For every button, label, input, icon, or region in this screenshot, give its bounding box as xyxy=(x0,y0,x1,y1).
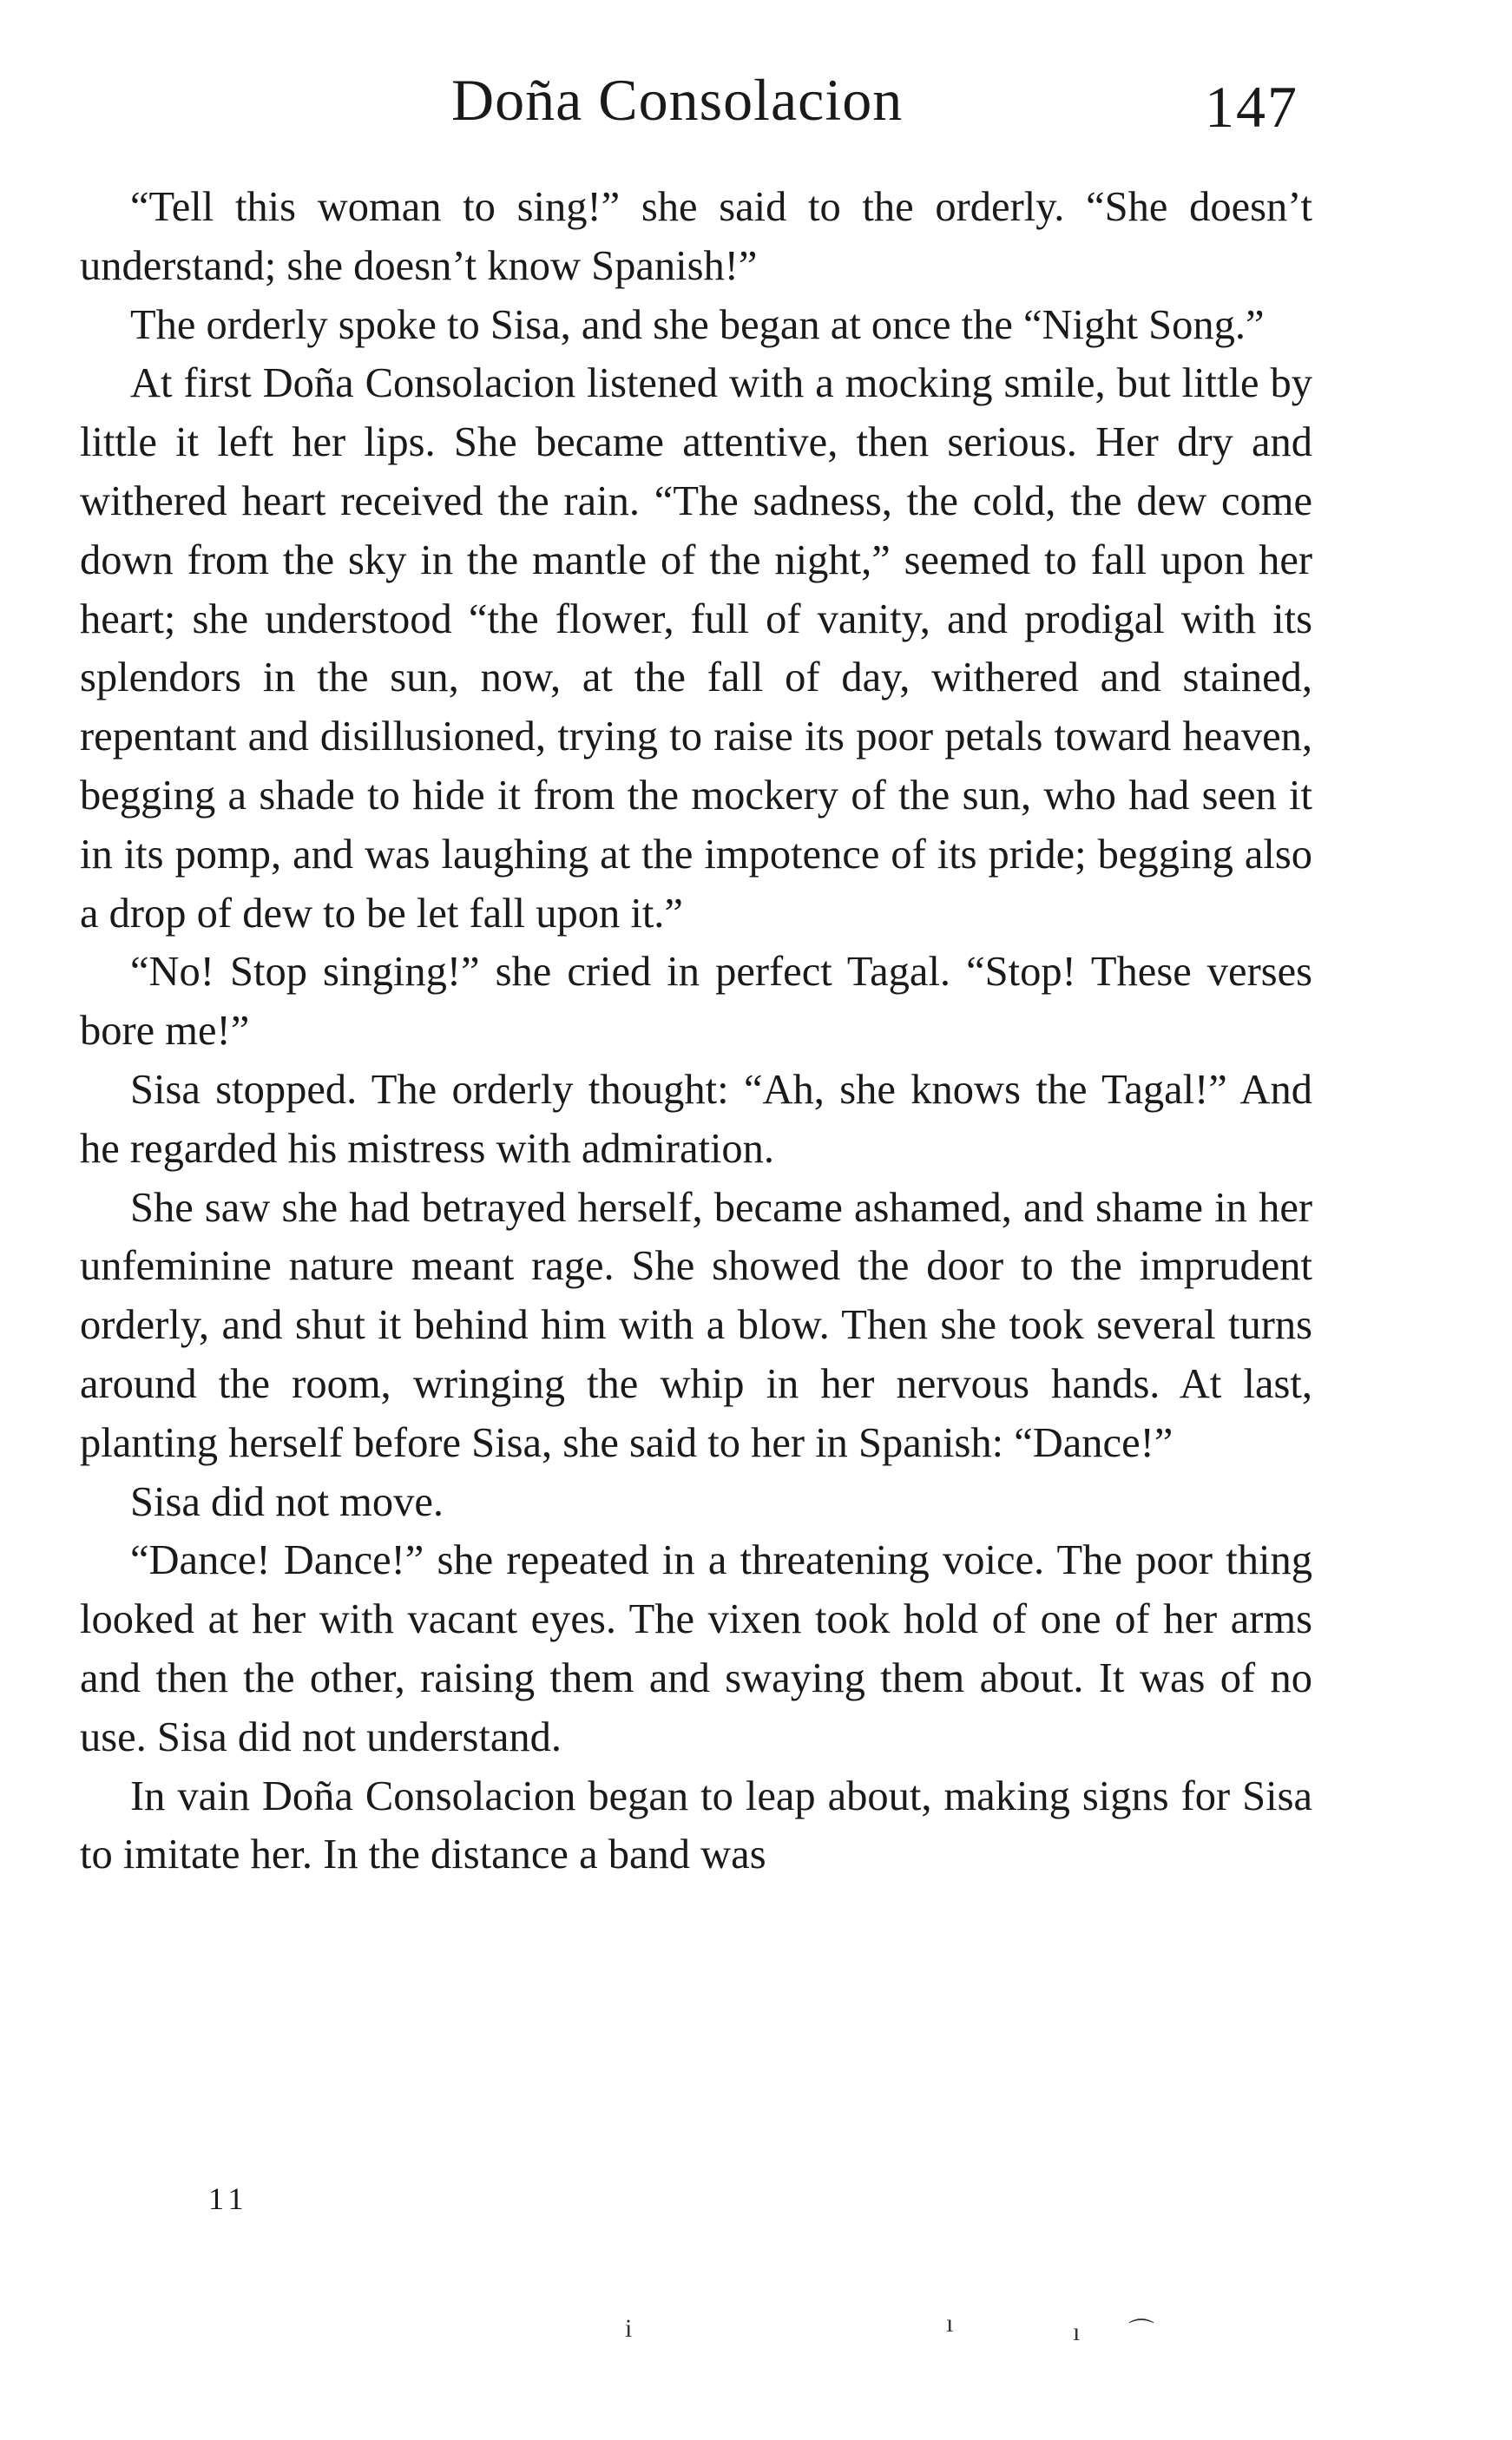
paragraph: “No! Stop singing!” she cried in perfect Tagal. “Stop! These verses bore me!” xyxy=(80,949,1312,1055)
print-specks xyxy=(0,2309,1512,2361)
paragraph: Sisa stopped. The orderly thought: “Ah, she knows the Tagal!” And he regarded his mistress with admiration. xyxy=(80,1066,1312,1172)
print-speck: ⌒ xyxy=(1128,2318,1154,2347)
print-speck: ı xyxy=(946,2309,954,2338)
print-speck: ı xyxy=(1073,2318,1081,2346)
paragraph: “Tell this woman to sing!” she said to the orderly. “She doesn’t understand; she doesn’t know Spanish!” xyxy=(80,184,1312,289)
paragraph: At first Doña Consolacion listened with a mocking smile, but little by little it left her lips. She became attentive, then serious. Her dry and withered heart received the rain. “The sadness, the cold, the dew come down from the sky in the mantle of the night,” seemed to fall upon her heart; she understood “the flower, full of vanity, and prodigal with its splendors in the sun, now, at the fall of day, withered and stained, repentant and disillusioned, trying to raise its poor petals toward heaven, begging a shade to hide it from the mockery of the sun, who had seen it in its pomp, and was laughing at the impotence of its pride; begging also a drop of dew to be let fall upon it.” xyxy=(80,360,1312,937)
paragraph: The orderly spoke to Sisa, and she began at once the “Night Song.” xyxy=(130,301,1265,348)
print-speck: i xyxy=(625,2314,633,2343)
running-title: Doña Consolacion xyxy=(451,67,904,133)
body-text xyxy=(80,178,1312,1884)
page-number: 147 xyxy=(1205,74,1298,140)
paragraph: She saw she had betrayed herself, became ashamed, and shame in her unfeminine nature meant rage. She showed the door to the imprudent orderly, and shut it behind him with a blow. Then she took several turns around the room, wringing the whip in her nervous hands. At last, planting herself before Sisa, she said to her in Spanish: “Dance!” xyxy=(80,1184,1312,1466)
running-head xyxy=(0,61,1512,139)
paragraph: “Dance! Dance!” she repeated in a threatening voice. The poor thing looked at her with vacant eyes. The vixen took hold of one of her arms and then the other, raising them and swaying them about. It was of no use. Sisa did not understand. xyxy=(80,1537,1312,1760)
paragraph: Sisa did not move. xyxy=(130,1478,444,1525)
paragraph: In vain Doña Consolacion began to leap about, making signs for Sisa to imitate her. In the distance a band was xyxy=(80,1772,1312,1878)
signature-mark: 11 xyxy=(208,2181,249,2216)
